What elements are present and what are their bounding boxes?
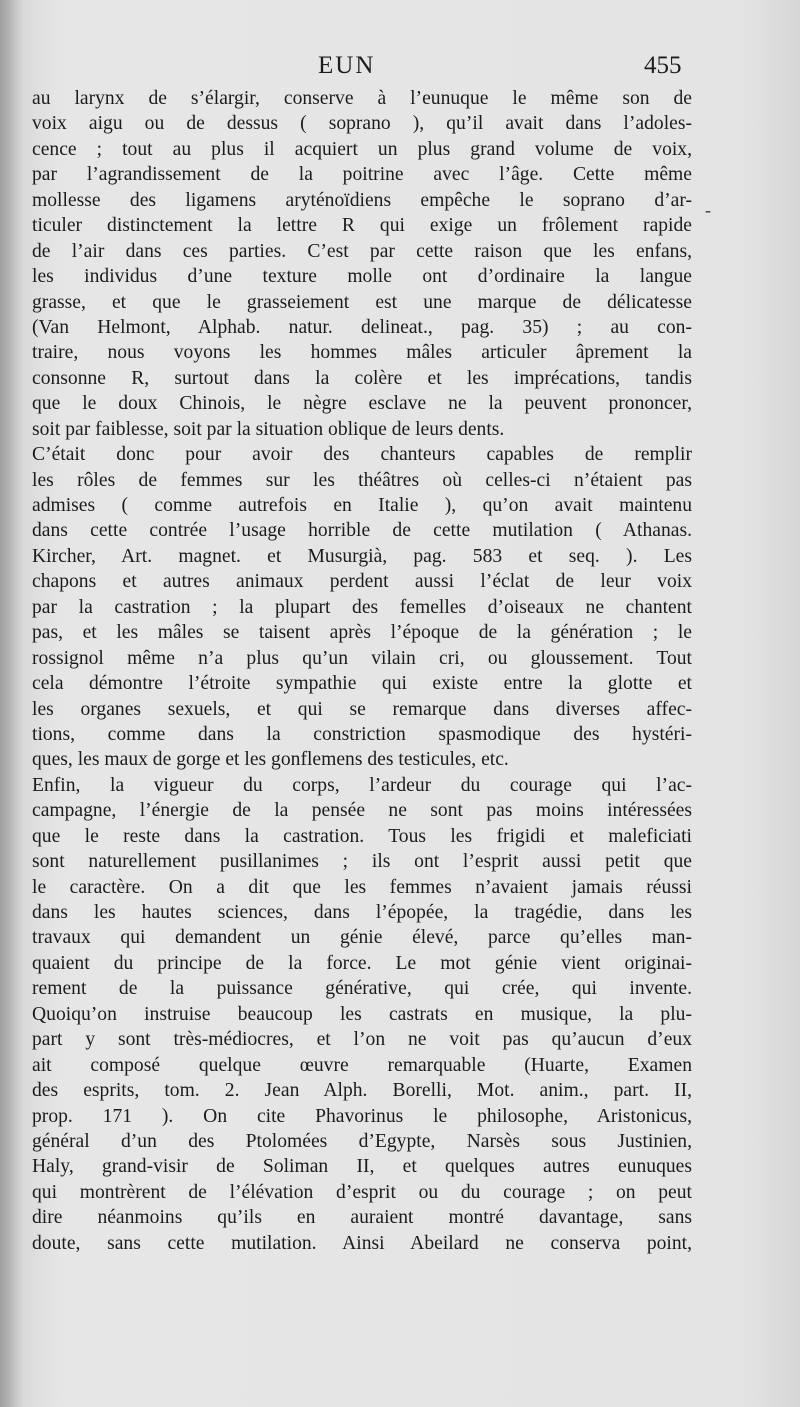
gutter-shadow [0, 0, 24, 1407]
text-line: chapons et autres animaux perdent aussi l’éclat de leur voix [32, 571, 692, 593]
text-line: les individus d’une texture molle ont d’ordinaire la langue [32, 266, 692, 288]
text-line: ait composé quelque œuvre remarquable (Huarte, Examen [32, 1054, 692, 1076]
text-line: prop. 171 ). On cite Phavorinus le philosophe, Aristonicus, [32, 1105, 692, 1127]
body-text [32, 86, 692, 1256]
text-line: (Van Helmont, Alphab. natur. delineat., pag. 35) ; au con- [32, 316, 692, 338]
text-line: soit par faiblesse, soit par la situation oblique de leurs dents. [32, 418, 505, 440]
text-line: dans cette contrée l’usage horrible de cette mutilation ( Athanas. [32, 520, 692, 542]
text-line: les rôles de femmes sur les théâtres où celles-ci n’étaient pas [32, 469, 692, 491]
text-line: rossignol même n’a plus qu’un vilain cri, ou gloussement. Tout [32, 647, 692, 669]
text-line: part y sont très-médiocres, et l’on ne voit pas qu’aucun d’eux [32, 1029, 692, 1051]
text-line: par la castration ; la plupart des femelles d’oiseaux ne chantent [32, 596, 692, 618]
text-line: voix aigu ou de dessus ( soprano ), qu’il avait dans l’adoles- [32, 113, 692, 135]
text-line: quaient du principe de la force. Le mot génie vient originai- [32, 952, 692, 974]
running-head [0, 52, 800, 84]
text-line: par l’agrandissement de la poitrine avec l’âge. Cette même [32, 164, 692, 186]
text-line: les organes sexuels, et qui se remarque dans diverses affec- [32, 698, 692, 720]
text-line: dans les hautes sciences, dans l’épopée, la tragédie, dans les [32, 902, 692, 923]
text-line: cence ; tout au plus il acquiert un plus grand volume de voix, [32, 138, 692, 160]
text-line: travaux qui demandent un génie élevé, parce qu’elles man- [32, 927, 692, 949]
text-line: dire néanmoins qu’ils en auraient montré davantage, sans [32, 1207, 692, 1229]
text-line: grasse, et que le grasseiement est une marque de délicatesse [32, 291, 692, 313]
text-line: admises ( comme autrefois en Italie ), qu’on avait maintenu [32, 495, 692, 516]
text-line: que le reste dans la castration. Tous les frigidi et maleficiati [32, 825, 692, 847]
margin-mark: - [705, 200, 711, 220]
text-line: ticuler distinctement la lettre R qui exige un frôlement rapide [32, 215, 692, 237]
text-line: ques, les maux de gorge et les gonflemens des testicules, etc. [32, 749, 509, 771]
text-line: C’était donc pour avoir des chanteurs capables de remplir [32, 444, 692, 466]
text-line: cela démontre l’étroite sympathie qui existe entre la glotte et [32, 673, 692, 695]
text-line: doute, sans cette mutilation. Ainsi Abeilard ne conserva point, [32, 1232, 692, 1254]
text-line: consonne R, surtout dans la colère et les imprécations, tandis [32, 367, 692, 389]
text-line: rement de la puissance générative, qui crée, qui invente. [32, 978, 692, 1000]
text-line: qui montrèrent de l’élévation d’esprit ou du courage ; on peut [32, 1181, 692, 1203]
text-line: Quoiqu’on instruise beaucoup les castrats en musique, la plu- [32, 1003, 692, 1025]
text-line: le caractère. On a dit que les femmes n’avaient jamais réussi [32, 876, 692, 898]
text-line: Kircher, Art. magnet. et Musurgià, pag. 583 et seq. ). Les [32, 545, 692, 567]
running-title: EUN [318, 52, 376, 79]
text-line: pas, et les mâles se taisent après l’époque de la génération ; le [32, 622, 692, 644]
text-line: que le doux Chinois, le nègre esclave ne la peuvent prononcer, [32, 393, 692, 415]
page-number: 455 [644, 52, 682, 79]
text-line: tions, comme dans la constriction spasmodique des hystéri- [32, 723, 692, 745]
text-line: campagne, l’énergie de la pensée ne sont pas moins intéressées [32, 800, 692, 822]
text-line: de l’air dans ces parties. C’est par cette raison que les enfans, [32, 240, 692, 262]
text-line: Haly, grand-visir de Soliman II, et quelques autres eunuques [32, 1156, 692, 1178]
text-line: sont naturellement pusillanimes ; ils ont l’esprit aussi petit que [32, 851, 692, 873]
text-line: Enfin, la vigueur du corps, l’ardeur du courage qui l’ac- [32, 774, 692, 796]
text-line: général d’un des Ptolomées d’Egypte, Narsès sous Justinien, [32, 1130, 692, 1152]
text-line: au larynx de s’élargir, conserve à l’eunuque le même son de [32, 88, 692, 109]
text-line: mollesse des ligamens aryténoïdiens empêche le soprano d’ar- [32, 189, 692, 211]
text-line: des esprits, tom. 2. Jean Alph. Borelli, Mot. anim., part. II, [32, 1080, 692, 1102]
text-line: traire, nous voyons les hommes mâles articuler âprement la [32, 342, 692, 364]
